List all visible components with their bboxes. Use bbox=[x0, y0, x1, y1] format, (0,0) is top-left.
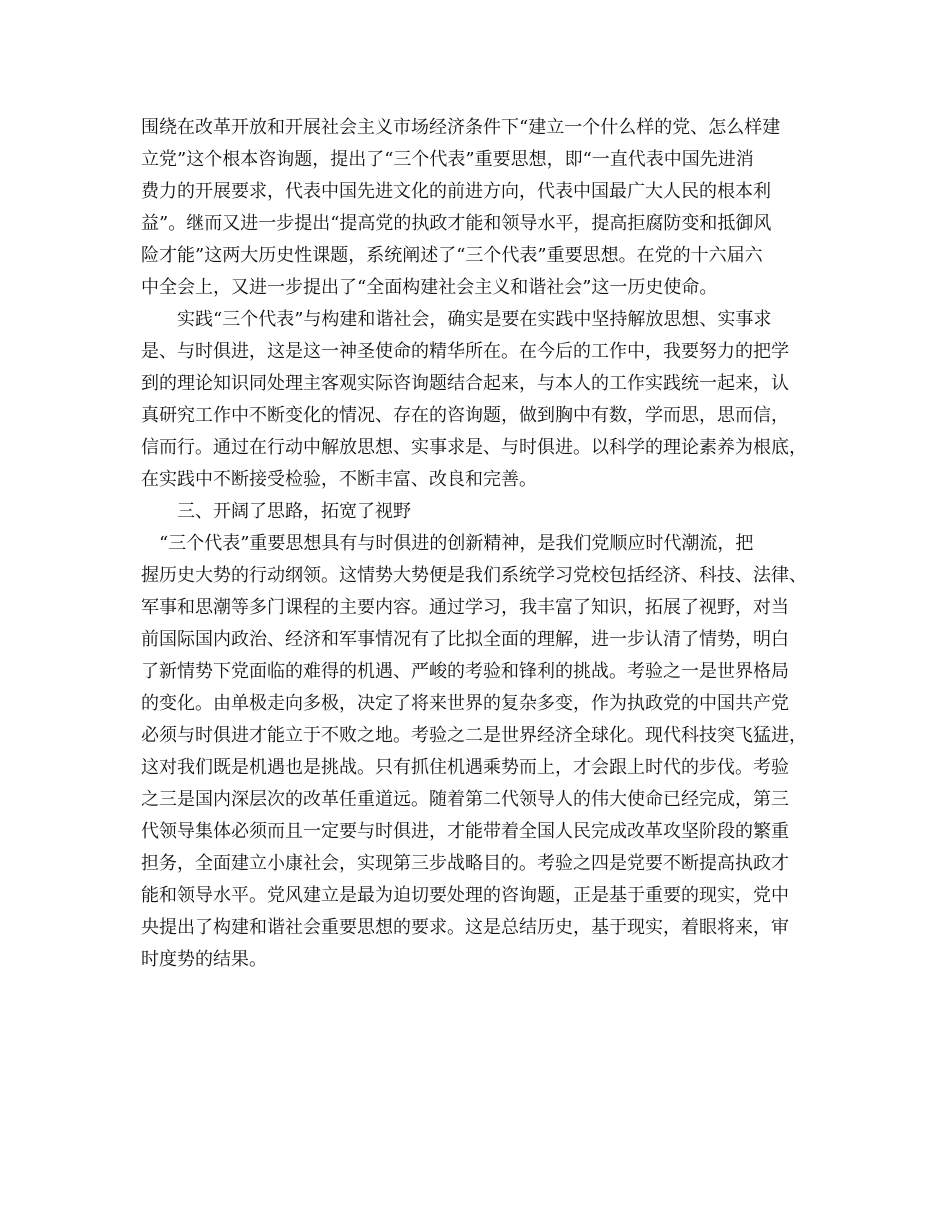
text-line: 必须与时俱进才能立于不败之地。考验之二是世界经济全球化。现代科技突飞猛进， bbox=[141, 725, 807, 746]
text-line: 真研究工作中不断变化的情况、存在的咨询题，做到胸中有数，学而思，思而信， bbox=[141, 405, 789, 426]
text-line: 央提出了构建和谐社会重要思想的要求。这是总结历史，基于现实，着眼将来，审 bbox=[141, 917, 789, 938]
text-line: 代领导集体必须而且一定要与时俱进，才能带着全国人民完成改革攻坚阶段的繁重 bbox=[141, 821, 789, 842]
section-heading: 三、开阔了思路，拓宽了视野 bbox=[141, 501, 411, 522]
text-line: 这对我们既是机遇也是挑战。只有抓住机遇乘势而上，才会跟上时代的步伐。考验 bbox=[141, 757, 789, 778]
text-line: 军事和思潮等多门课程的主要内容。通过学习，我丰富了知识，拓展了视野，对当 bbox=[141, 597, 789, 618]
text-line: 中全会上，又进一步提出了“全面构建社会主义和谐社会”这一历史使命。 bbox=[141, 277, 718, 298]
text-line: 是、与时俱进，这是这一神圣使命的精华所在。在今后的工作中，我要努力的把学 bbox=[141, 341, 789, 362]
text-line: 围绕在改革开放和开展社会主义市场经济条件下“建立一个什么样的党、怎么样建 bbox=[141, 117, 781, 138]
text-line: 时度势的结果。 bbox=[141, 949, 267, 970]
text-line: 在实践中不断接受检验，不断丰富、改良和完善。 bbox=[141, 469, 537, 490]
text-line: “三个代表”重要思想具有与时俱进的创新精神，是我们党顺应时代潮流，把 bbox=[141, 533, 754, 554]
text-line: 前国际国内政治、经济和军事情况有了比拟全面的理解，进一步认清了情势，明白 bbox=[141, 629, 789, 650]
text-line: 之三是国内深层次的改革任重道远。随着第二代领导人的伟大使命已经完成，第三 bbox=[141, 789, 789, 810]
text-line: 握历史大势的行动纲领。这情势大势便是我们系统学习党校包括经济、科技、法律、 bbox=[141, 565, 807, 586]
text-line: 费力的开展要求，代表中国先进文化的前进方向，代表中国最广大人民的根本利 bbox=[141, 181, 771, 202]
text-line: 险才能”这两大历史性课题，系统阐述了“三个代表”重要思想。在党的十六届六 bbox=[141, 245, 763, 266]
text-line: 实践“三个代表”与构建和谐社会，确实是要在实践中坚持解放思想、实事求 bbox=[141, 309, 772, 330]
document-body bbox=[141, 112, 821, 976]
text-line: 了新情势下党面临的难得的机遇、严峻的考验和锋利的挑战。考验之一是世界格局 bbox=[141, 661, 789, 682]
text-line: 的变化。由单极走向多极，决定了将来世界的复杂多变，作为执政党的中国共产党 bbox=[141, 693, 789, 714]
text-line: 立党”这个根本咨询题，提出了“三个代表”重要思想，即“一直代表中国先进消 bbox=[141, 149, 754, 170]
text-line: 信而行。通过在行动中解放思想、实事求是、与时俱进。以科学的理论素养为根底， bbox=[141, 437, 807, 458]
text-line: 能和领导水平。党风建立是最为迫切要处理的咨询题，正是基于重要的现实，党中 bbox=[141, 885, 789, 906]
text-line: 益”。继而又进一步提出“提高党的执政才能和领导水平，提高拒腐防变和抵御风 bbox=[141, 213, 772, 234]
text-line: 到的理论知识同处理主客观实际咨询题结合起来，与本人的工作实践统一起来，认 bbox=[141, 373, 789, 394]
text-line: 担务，全面建立小康社会，实现第三步战略目的。考验之四是党要不断提高执政才 bbox=[141, 853, 789, 874]
